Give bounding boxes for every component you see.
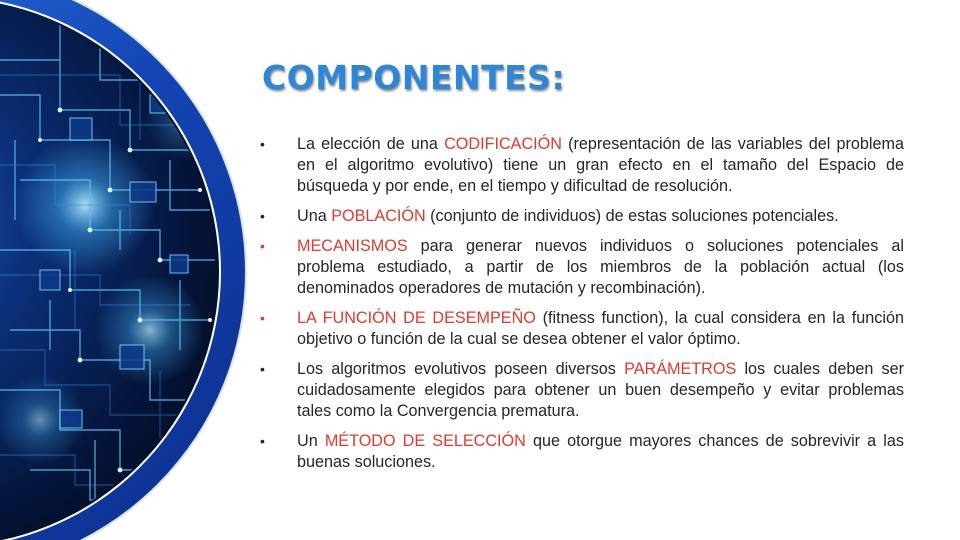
bullet-point: •: [260, 208, 265, 224]
bullet-text: (fitness function), la cual considera en la función objetivo o función de la cual se desea obtener el valor óptimo.: [297, 309, 904, 348]
bullet-text: Los algoritmos evolutivos poseen diversos: [297, 360, 625, 378]
bullet-text: Una: [297, 207, 332, 225]
bullet-point: •: [260, 136, 265, 152]
highlight-term: MÉTODO DE SELECCIÓN: [324, 432, 526, 450]
bullet-point: •: [260, 238, 265, 254]
highlight-term: PARÁMETROS: [624, 360, 737, 378]
bullet-item: [260, 206, 904, 227]
highlight-term: POBLACIÓN: [331, 207, 426, 225]
bullet-text: (representación de las variables del problema en el algoritmo evolutivo) tiene un gran efecto en el tamaño del Espacio de búsqueda y por ende, en el tiempo y dificultad de resolución.: [297, 135, 904, 195]
bullet-item: [260, 431, 904, 473]
highlight-term: CODIFICACIÓN: [444, 135, 562, 153]
bullet-list: [260, 134, 904, 482]
bullet-text: (conjunto de individuos) de estas soluciones potenciales.: [425, 207, 839, 225]
bullet-point: •: [260, 310, 265, 326]
bullet-text: los cuales deben ser cuidadosamente elegidos para obtener un buen desempeño y evitar problemas tales como la Convergencia prematura.: [297, 360, 905, 420]
bullet-text: para generar nuevos individuos o soluciones potenciales al problema estudiado, a partir de los miembros de la población actual (los denominados operadores de mutación y recombinación).: [297, 237, 904, 297]
highlight-term: LA FUNCIÓN DE DESEMPEÑO: [297, 309, 536, 327]
bullet-text: que otorgue mayores chances de sobrevivir a las buenas soluciones.: [297, 432, 904, 471]
highlight-term: MECANISMOS: [297, 237, 408, 255]
bullet-item: [260, 359, 904, 422]
bullet-text: La elección de una: [297, 135, 445, 153]
bullet-item: [260, 134, 904, 197]
bullet-point: •: [260, 433, 265, 449]
slide-title: COMPONENTES:: [262, 58, 566, 97]
bullet-text: Un: [297, 432, 325, 450]
bullet-item: [260, 308, 904, 350]
bullet-point: •: [260, 361, 265, 377]
bullet-item: [260, 236, 904, 299]
